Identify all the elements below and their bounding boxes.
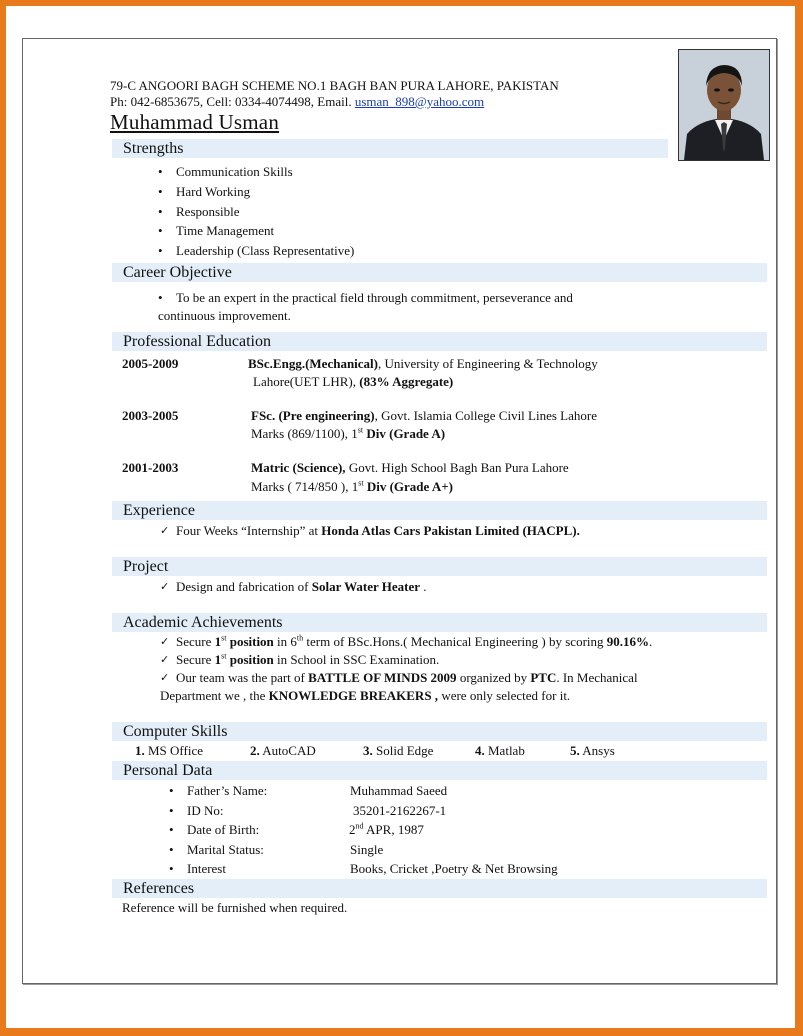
strength-item: • Responsible — [176, 204, 240, 220]
edu-detail: Lahore(UET LHR), — [253, 374, 360, 389]
ach-sup: th — [296, 633, 304, 643]
personal-value — [349, 822, 424, 838]
ach-text: organized by — [456, 670, 531, 685]
personal-label: • Father’s Name: — [187, 783, 267, 799]
edu-div: 1 — [351, 479, 359, 494]
ach-org: PTC — [530, 670, 557, 685]
ach-text: in School in SSC Examination. — [273, 652, 440, 667]
strength-item: • Communication Skills — [176, 164, 293, 180]
dob-sup: nd — [355, 821, 364, 831]
ach-text: Department we , the — [160, 688, 269, 703]
dob-rest: APR, 1987 — [363, 822, 424, 837]
skill-item — [363, 743, 433, 759]
achievement-item — [176, 652, 439, 668]
skill-item — [250, 743, 316, 759]
ach-position: position — [226, 652, 274, 667]
achievement-item — [176, 634, 652, 650]
experience-text: Four Weeks “Internship” at — [176, 523, 322, 538]
edu-detail-line — [251, 426, 445, 442]
skill-label: MS Office — [148, 743, 204, 758]
ach-text: Our team was the part of — [176, 670, 309, 685]
strength-item: • Hard Working — [176, 184, 250, 200]
project-end: . — [420, 579, 427, 594]
skill-number: 4. — [475, 743, 485, 758]
skill-item — [135, 743, 203, 759]
contact-block — [110, 78, 559, 110]
section-professional-education: Professional Education — [112, 332, 767, 351]
email-link[interactable]: usman_898@yahoo.com — [354, 94, 485, 109]
strength-item: • Time Management — [176, 223, 274, 239]
personal-label: • Marital Status: — [187, 842, 264, 858]
skill-item — [570, 743, 615, 759]
edu-div-sup: st — [357, 425, 364, 435]
personal-label: • Date of Birth: — [187, 822, 259, 838]
edu-institution: , University of Engineering & Technology — [378, 356, 598, 371]
personal-value: 35201-2162267-1 — [353, 803, 447, 818]
ach-text: were only selected for it. — [438, 688, 571, 703]
edu-degree-line — [251, 460, 569, 476]
phone-line: Ph: 042-6853675, Cell: 0334-4074498, Email. — [110, 94, 355, 109]
ach-text: . In Mechanical — [556, 670, 638, 685]
ach-text: . — [649, 634, 653, 649]
section-strengths: Strengths — [112, 139, 668, 158]
ach-text: Secure — [176, 652, 215, 667]
edu-years: 2003-2005 — [122, 408, 179, 423]
ach-score: 90.16% — [606, 634, 650, 649]
edu-years: 2005-2009 — [122, 356, 179, 371]
strength-item: • Leadership (Class Representative) — [176, 243, 354, 259]
edu-institution: , Govt. Islamia College Civil Lines Lahore — [374, 408, 597, 423]
profile-photo — [678, 49, 770, 161]
skill-number: 3. — [363, 743, 373, 758]
edu-degree-line — [251, 408, 597, 424]
address: 79-C ANGOORI BAGH SCHEME NO.1 BAGH BAN PURA LAHORE, PAKISTAN — [110, 78, 559, 93]
ach-position: position — [226, 634, 274, 649]
experience-item — [176, 523, 580, 539]
skill-label: AutoCAD — [262, 743, 316, 758]
personal-value: Books, Cricket ,Poetry & Net Browsing — [350, 861, 558, 876]
skill-number: 2. — [250, 743, 260, 758]
skill-label: Matlab — [488, 743, 525, 758]
ach-event: BATTLE OF MINDS 2009 — [308, 670, 457, 685]
edu-grade: Div (Grade A) — [363, 426, 446, 441]
achievement-continuation — [160, 688, 570, 704]
edu-grade: Div (Grade A+) — [363, 479, 453, 494]
edu-div-sup: st — [358, 478, 364, 488]
section-experience: Experience — [112, 501, 767, 520]
personal-label: • ID No: — [187, 803, 223, 819]
edu-div: 1 — [351, 426, 358, 441]
personal-label: • Interest — [187, 861, 226, 877]
ach-text: Secure — [176, 634, 215, 649]
edu-institution: Govt. High School Bagh Ban Pura Lahore — [345, 460, 569, 475]
section-personal-data: Personal Data — [112, 761, 767, 780]
ach-text: term of BSc.Hons.( Mechanical Engineering ) by scoring — [303, 634, 607, 649]
section-academic-achievements: Academic Achievements — [112, 613, 767, 632]
section-references: References — [112, 879, 767, 898]
project-text: Design and fabrication of — [176, 579, 312, 594]
personal-value: Single — [350, 842, 384, 857]
ach-team: KNOWLEDGE BREAKERS , — [268, 688, 439, 703]
personal-value: Muhammad Saeed — [350, 783, 448, 798]
edu-detail-line — [253, 374, 453, 390]
skill-item — [475, 743, 525, 759]
skill-number: 5. — [570, 743, 580, 758]
ach-num: 1 — [214, 634, 222, 649]
ach-sup: st — [221, 651, 227, 661]
ach-num: 1 — [214, 652, 222, 667]
skill-number: 1. — [135, 743, 145, 758]
ach-num: 6 — [290, 634, 297, 649]
edu-degree: BSc.Engg.(Mechanical) — [248, 356, 378, 371]
references-text: Reference will be furnished when required. — [122, 900, 348, 915]
edu-grade: (83% Aggregate) — [359, 374, 454, 389]
candidate-name: Muhammad Usman — [110, 110, 280, 134]
experience-company: Honda Atlas Cars Pakistan Limited (HACPL). — [321, 523, 580, 538]
project-title: Solar Water Heater — [311, 579, 421, 594]
objective-line-2: continuous improvement. — [158, 308, 291, 323]
ach-text: in — [273, 634, 291, 649]
skill-label: Ansys — [582, 743, 615, 758]
achievement-item — [176, 670, 638, 686]
section-career-objective: Career Objective — [112, 263, 767, 282]
profile-photo-image — [679, 50, 769, 160]
section-computer-skills: Computer Skills — [112, 722, 767, 741]
edu-detail-line — [251, 479, 453, 495]
objective-line-1: • To be an expert in the practical field through commitment, perseverance and — [176, 290, 573, 306]
section-project: Project — [112, 557, 767, 576]
edu-degree: Matric (Science), — [251, 460, 346, 475]
edu-degree: FSc. (Pre engineering) — [251, 408, 375, 423]
edu-degree-line — [248, 356, 598, 372]
ach-sup: st — [221, 633, 227, 643]
edu-detail: Marks ( 714/850 ), — [251, 479, 352, 494]
project-item — [176, 579, 427, 595]
edu-years: 2001-2003 — [122, 460, 179, 475]
edu-detail: Marks (869/1100), — [251, 426, 352, 441]
dob-day: 2 — [349, 822, 356, 837]
skill-label: Solid Edge — [376, 743, 434, 758]
